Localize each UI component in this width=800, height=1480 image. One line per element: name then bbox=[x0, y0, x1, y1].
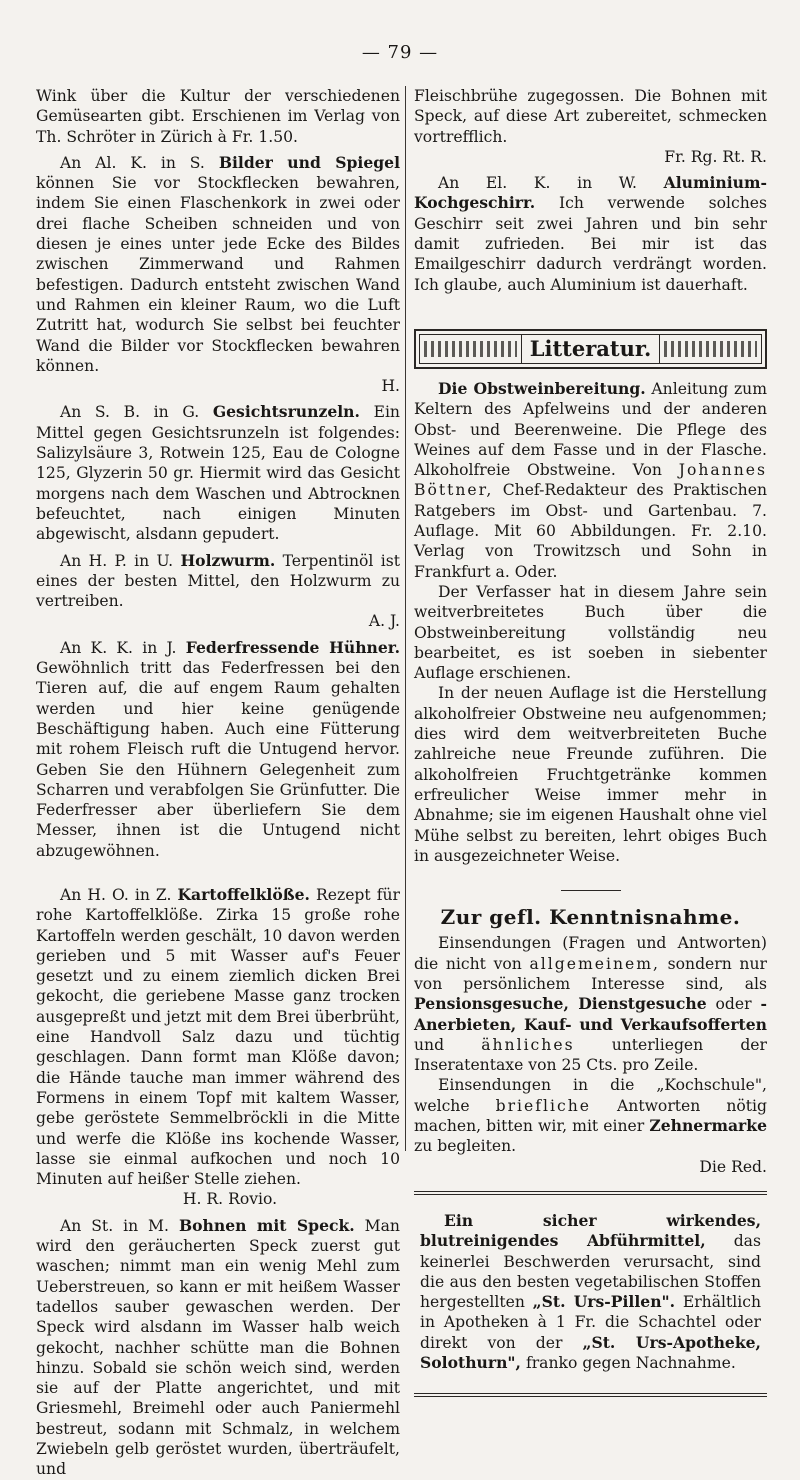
entry-text: Fleischbrühe zugegossen. Die Bohnen mit Speck, auf diese Art zubereitet, schmecken vortrefflich. bbox=[414, 87, 767, 146]
advertisement-text bbox=[420, 1211, 761, 1373]
ad-bold: „St. Urs-Apotheke, Solothurn", bbox=[420, 1332, 761, 1373]
section-separator bbox=[561, 890, 621, 891]
entry-title: Kartoffelklöße. bbox=[177, 884, 310, 904]
entry-text: können Sie vor Stockflecken bewahren, indem Sie einen Flaschenkork in zwei oder drei flache Scheiben schneiden und von diesen je eines unter jede Ecke des Bildes zwischen Zimmerwand und Rahmen befestigen. Dadurch entsteht zwischen Wand und Rahmen ein kleiner Raum, wo die Luft Zutritt hat, wodurch Sie selbst bei feuchter Wand die Bilder vor Stockflecken bewahren können. bbox=[36, 174, 400, 375]
entry-text: Rezept für rohe Kartoffelklöße. Zirka 15 große rohe Kartoffeln werden geschält, 10 davon werden gerieben und 5 mit Wasser auf's Feuer gesetzt und zu einem ziemlich dicken Brei gekocht, die geriebene Masse ganz trocken ausgepreßt und jetzt mit dem Brei überbrüht, eine Handvoll Salz dazu und tüchtig geschlagen. Dann formt man Klöße davon; die Hände tauche man immer während des Formens in einem Topf mit kaltem Wasser, gebe geröstete Semmelbröckli in die Mitte und werfe die Klöße ins kochende Wasser, lasse sie einmal aufkochen und noch 10 Minuten auf heißer Stelle ziehen. bbox=[36, 885, 400, 1189]
entry-title: Bilder und Spiegel bbox=[218, 152, 400, 172]
ad-text: das keinerlei Beschwerden verursacht, sind die aus den besten vegetabilischen Stoffen hergestellten bbox=[420, 1232, 761, 1312]
notice-emphasis: ähnliches bbox=[481, 1035, 575, 1054]
literature-entry bbox=[414, 379, 767, 582]
book-author: Johannes Böttner, bbox=[414, 461, 767, 500]
entry-kartoffelkloesse bbox=[36, 885, 400, 1210]
entry-gesichtsrunzeln bbox=[36, 402, 400, 544]
column-divider bbox=[405, 86, 406, 1151]
book-description: Chef-Redakteur des Praktischen Ratgebers im Obst- und Gartenbau. 7. Auflage. Mit 60 Abbildungen. Fr. 2.10. Verlag von Trowitzsch und Sohn in Frankfurt a. Oder. bbox=[414, 481, 767, 581]
entry-addressee: An St. in M. bbox=[60, 1216, 169, 1235]
entry-addressee: An Al. K. in S. bbox=[60, 153, 205, 172]
notice-emphasis: allgemeinem, bbox=[529, 954, 660, 973]
notice-text: zu begleiten. bbox=[414, 1137, 517, 1156]
notice-bold: Pensionsgesuche, Dienstgesuche bbox=[414, 994, 707, 1014]
entry-addressee: An El. K. in W. bbox=[438, 174, 638, 193]
notice-paragraph bbox=[414, 1075, 767, 1156]
notice-text: Einsendungen in die „Kochschule", welche bbox=[414, 1076, 767, 1115]
spacer bbox=[36, 861, 400, 879]
entry-continuation bbox=[36, 86, 400, 147]
notice-text: sondern nur von persönlichem Interesse sind, als bbox=[414, 954, 767, 993]
notice-heading: Zur gefl. Kenntnisnahme. bbox=[440, 905, 741, 930]
notice-signature: Die Red. bbox=[699, 1157, 767, 1176]
entry-text: Gewöhnlich tritt das Federfressen bei den Tieren auf, die auf engem Raum gehalten werden und hier keine genügende Beschäftigung haben. Auch eine Fütterung mit rohem Fleisch ruft die Untugend hervor. Geben Sie den Hühnern Gelegenheit zum Scharren und verabfolgen Sie Grünfutter. Die Federfresser aber überliefern Sie dem Messer, ihnen ist die Untugend nicht abzugewöhnen. bbox=[36, 659, 400, 860]
notice-text: oder bbox=[715, 995, 752, 1014]
entry-aluminium bbox=[414, 173, 767, 295]
entry-title: Aluminium-Kochgeschirr. bbox=[414, 173, 767, 213]
entry-signature: Fr. Rg. Rt. R. bbox=[664, 147, 767, 166]
literature-heading-box bbox=[414, 329, 767, 369]
entry-huehner bbox=[36, 638, 400, 861]
entry-continuation bbox=[414, 86, 767, 167]
entry-signature: A. J. bbox=[368, 612, 400, 631]
literature-paragraph: In der neuen Auflage ist die Herstellung alkoholfreier Obstweine neu aufgenommen; dies wird dem weitverbreiteten Buche zahlreiche neue Freunde zuführen. Die alkoholfreien Fruchtgetränke kommen erfreulicher Weise immer mehr in Abnahme; sie im eigenen Haushalt ohne viel Mühe selbst zu bereiten, lehrt obiges Buch in ausgezeichneter Weise. bbox=[414, 684, 767, 865]
entry-holzwurm bbox=[36, 551, 400, 632]
entry-text: Ich verwende solches Geschirr seit zwei Jahren und bin sehr damit zufrieden. Bei mir ist das Emailgeschirr dadurch verdrängt worden. Ich glaube, auch Aluminium ist dauerhaft. bbox=[414, 194, 767, 294]
notice-bold: Zehnermarke bbox=[649, 1116, 767, 1136]
entry-bilder-spiegel bbox=[36, 153, 400, 397]
ad-text: Erhältlich in Apotheken à 1 Fr. die Schachtel oder direkt von der bbox=[420, 1293, 761, 1352]
left-column bbox=[36, 86, 400, 1480]
entry-title: Gesichtsrunzeln. bbox=[212, 402, 360, 422]
ad-bold: „St. Urs-Pillen". bbox=[532, 1292, 676, 1312]
entry-text: Terpentinöl ist eines der besten Mittel, den Holzwurm zu vertreiben. bbox=[36, 551, 400, 611]
entry-addressee: An S. B. in G. bbox=[60, 403, 200, 422]
entry-addressee: An K. K. in J. bbox=[60, 638, 177, 657]
notice-text: Antworten nötig machen, bitten wir, mit einer bbox=[414, 1096, 767, 1136]
entry-title: Federfressende Hühner. bbox=[185, 637, 401, 657]
entry-title: Holzwurm. bbox=[180, 550, 276, 570]
notice-bold: -Anerbieten, Kauf- und Verkaufsofferten bbox=[414, 994, 767, 1034]
notice-paragraph bbox=[414, 933, 767, 1075]
notice-text: unterliegen der Inseratentaxe von 25 Cts. pro Zeile. bbox=[414, 1035, 767, 1075]
ad-bold: Ein sicher wirkendes, blutreinigendes Abführmittel, bbox=[420, 1210, 761, 1251]
advertisement-box bbox=[414, 1191, 767, 1397]
entry-addressee: An H. O. in Z. bbox=[60, 885, 172, 904]
notice-emphasis: briefliche bbox=[495, 1096, 591, 1115]
entry-text: Man wird den geräucherten Speck zuerst gut waschen; nimmt man ein wenig Mehl zum Ueberstreuen, so kann er mit heißem Wasser tadellos sauber gewaschen werden. Der Speck wird alsdann im Wasser halb weich gekocht, nachher schütte man die Bohnen hinzu. Sobald sie schön weich sind, werden sie auf der Platte angerichtet, und mit Griesmehl, Breimehl oder auch Paniermehl bestreut, sodann mit Schmalz, in welchem Zwiebeln gelb geröstet wurden, überträufelt, und bbox=[36, 1216, 400, 1479]
section-heading: Litteratur. bbox=[521, 335, 661, 363]
entry-text: Wink über die Kultur der verschiedenen Gemüsearten gibt. Erschienen im Verlag von Th. Schröter in Zürich à Fr. 1.50. bbox=[36, 87, 400, 146]
entry-title: Bohnen mit Speck. bbox=[178, 1215, 355, 1235]
notice-text: und bbox=[414, 1035, 445, 1054]
literature-paragraph: Der Verfasser hat in diesem Jahre sein weitverbreitetes Buch über die Obstweinbereitung vollständig neu bearbeitet, es ist soeben in siebenter Auflage erschienen. bbox=[414, 582, 767, 683]
page-number: — 79 — bbox=[361, 42, 439, 63]
ad-text: franko gegen Nachnahme. bbox=[525, 1354, 736, 1373]
entry-addressee: An H. P. in U. bbox=[60, 551, 174, 570]
book-description: Anleitung zum Keltern des Apfelweins und der anderen Obst- und Beerenweine. Die Pflege des Weines auf dem Fasse und in der Flasche. Alkoholfreie Obstweine. Von bbox=[414, 379, 767, 480]
entry-signature: H. bbox=[381, 377, 400, 396]
entry-signature: H. R. Rovio. bbox=[182, 1190, 278, 1209]
right-column bbox=[414, 86, 767, 1397]
ornament-border bbox=[424, 341, 517, 357]
entry-text: Ein Mittel gegen Gesichtsrunzeln ist folgendes: Salizylsäure 3, Rotwein 125, Eau de Cologne 125, Glyzerin 50 gr. Hiermit wird das Gesicht morgens nach dem Waschen und Abtrocknen befeuchtet, nach einigen Minuten abgewischt, alsdann gepudert. bbox=[36, 403, 400, 544]
ornament-border bbox=[664, 341, 757, 357]
entry-bohnen-speck bbox=[36, 1216, 400, 1480]
notice-text: Einsendungen (Fragen und Antworten) die nicht von bbox=[414, 934, 767, 973]
book-title: Die Obstweinbereitung. bbox=[438, 378, 646, 398]
